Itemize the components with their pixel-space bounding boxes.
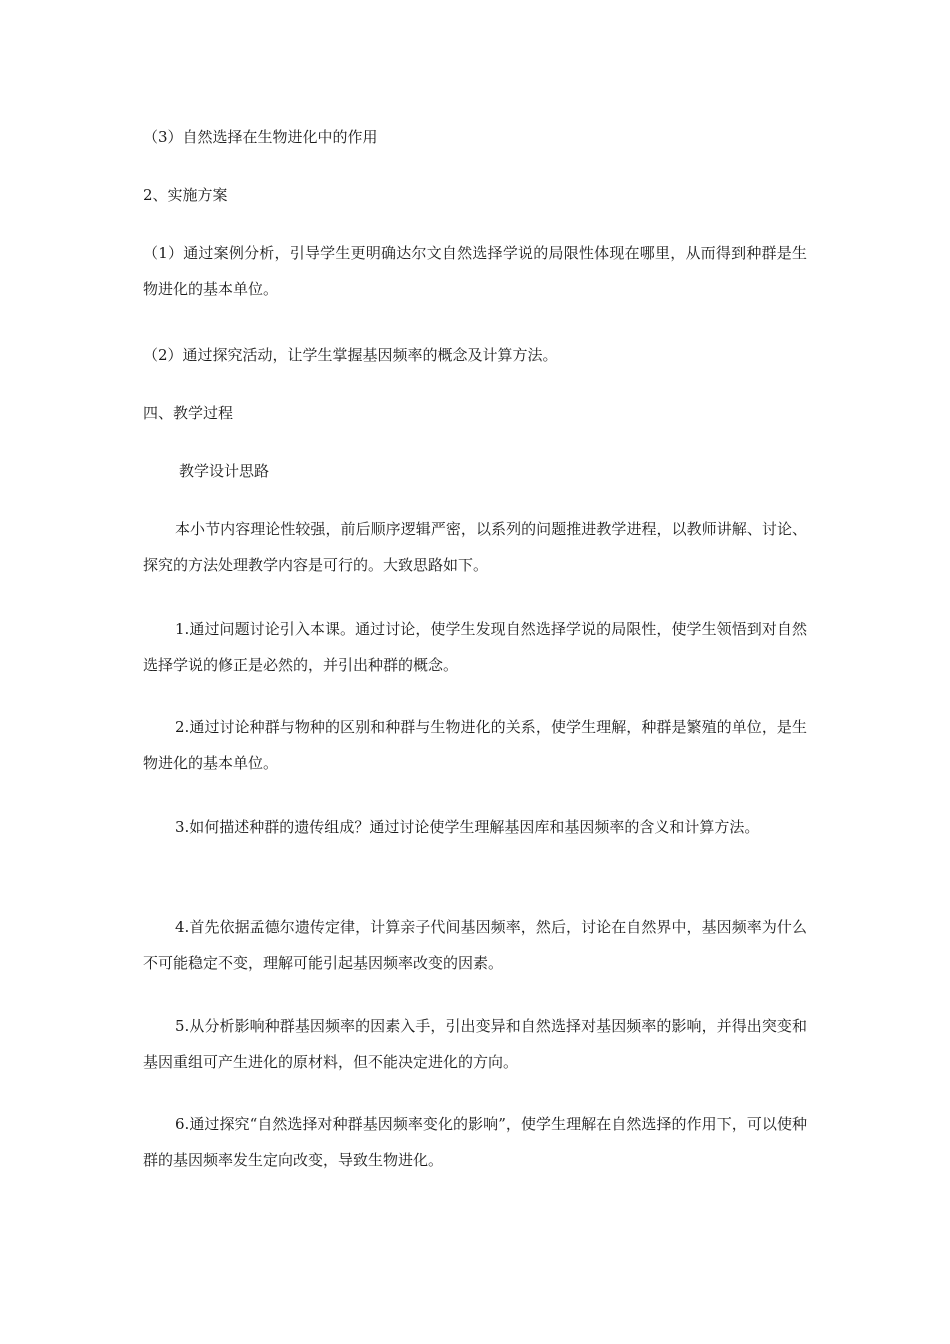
- intro-paragraph: 本小节内容理论性较强，前后顺序逻辑严密，以系列的问题推进教学进程，以教师讲解、讨论、探究的方法处理教学内容是可行的。大致思路如下。: [143, 520, 807, 574]
- step-3-paragraph: 3.如何描述种群的遗传组成？通过讨论使学生理解基因库和基因频率的含义和计算方法。: [175, 818, 760, 836]
- step-1-paragraph: 1.通过问题讨论引入本课。通过讨论，使学生发现自然选择学说的局限性，使学生领悟到对自然选择学说的修正是必然的，并引出种群的概念。: [143, 620, 807, 674]
- subheading-design-idea: 教学设计思路: [179, 462, 270, 480]
- list-item-3-role-of-natural-selection: （3）自然选择在生物进化中的作用: [143, 128, 378, 146]
- section-heading-teaching-process: 四、教学过程: [143, 404, 234, 422]
- step-5-paragraph: 5.从分析影响种群基因频率的因素入手，引出变异和自然选择对基因频率的影响，并得出突变和基因重组可产生进化的原材料，但不能决定进化的方向。: [143, 1017, 807, 1071]
- plan-item-1: （1）通过案例分析，引导学生更明确达尔文自然选择学说的局限性体现在哪里，从而得到种群是生物进化的基本单位。: [143, 244, 807, 298]
- step-4-paragraph: 4.首先依据孟德尔遗传定律，计算亲子代间基因频率，然后，讨论在自然界中，基因频率为什么不可能稳定不变，理解可能引起基因频率改变的因素。: [143, 918, 807, 972]
- section-heading-implementation-plan: 2、实施方案: [143, 186, 228, 204]
- step-6-paragraph: 6.通过探究“自然选择对种群基因频率变化的影响”，使学生理解在自然选择的作用下，可以使种群的基因频率发生定向改变，导致生物进化。: [143, 1115, 807, 1169]
- step-2-paragraph: 2.通过讨论种群与物种的区别和种群与生物进化的关系，使学生理解，种群是繁殖的单位，是生物进化的基本单位。: [143, 718, 807, 772]
- plan-item-2: （2）通过探究活动，让学生掌握基因频率的概念及计算方法。: [143, 346, 558, 364]
